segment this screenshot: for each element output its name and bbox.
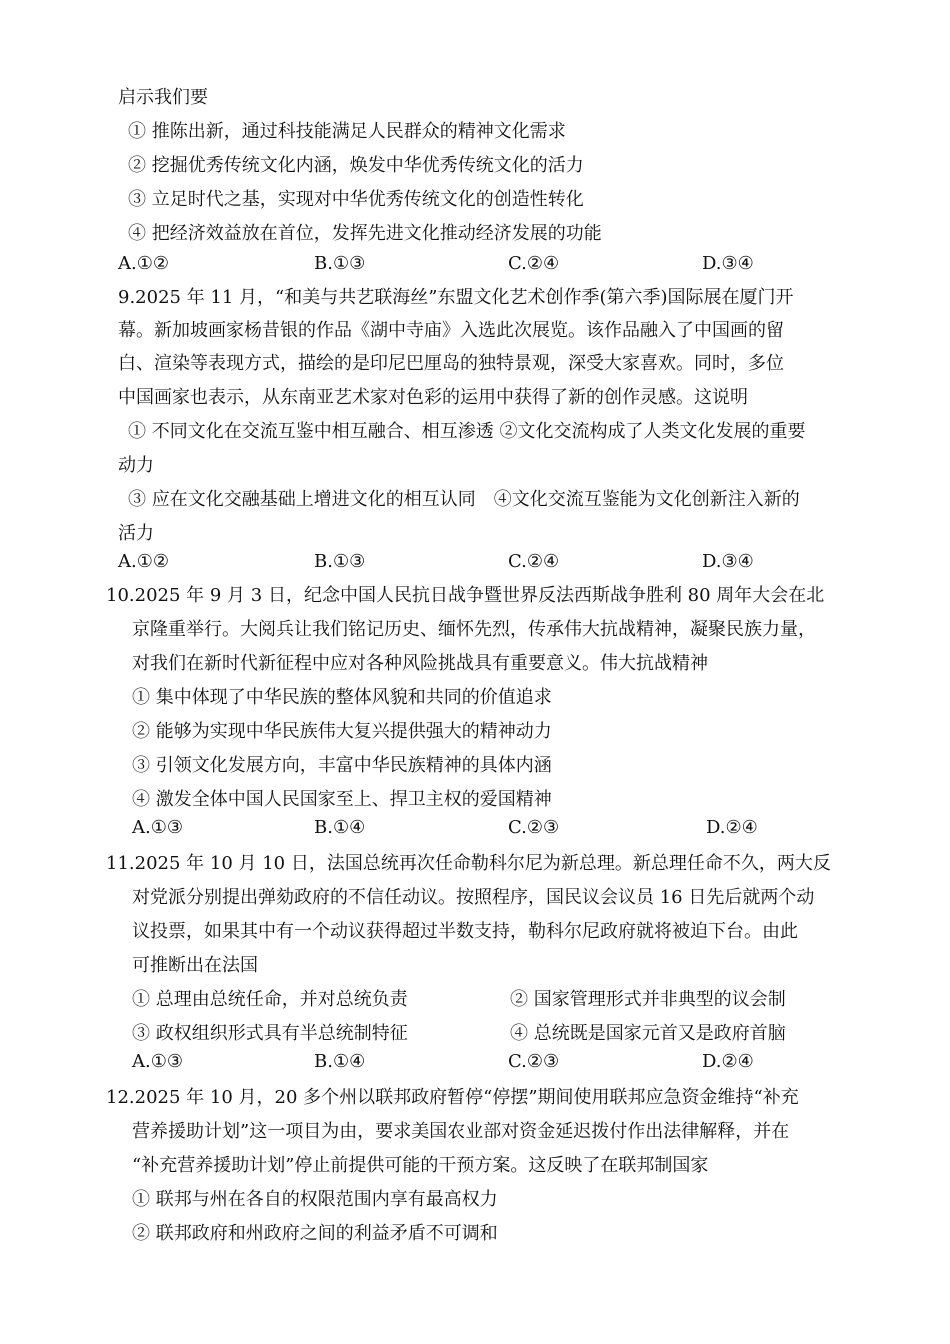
q8-option: ④ 把经济效益放在首位，发挥先进文化推动经济发展的功能 <box>128 223 602 244</box>
q8-option: ① 推陈出新，通过科技能满足人民群众的精神文化需求 <box>128 121 566 142</box>
choice-d: D.③④ <box>702 551 754 572</box>
q9-stem-line: 9.2025 年 11 月，“和美与共艺联海丝”东盟文化艺术创作季(第六季)国际展在厦门开 <box>118 287 794 308</box>
q8-stem-end: 启示我们要 <box>118 87 208 108</box>
choice-a: A.①② <box>118 253 169 274</box>
choice-b: B.①③ <box>314 253 366 274</box>
q12-stem-line: 营养援助计划”这一项目为由，要求美国农业部对资金延迟拨付作出法律解释，并在 <box>132 1121 790 1142</box>
q12-stem-line: “补充营养援助计划”停止前提供可能的干预方案。这反映了在联邦制国家 <box>132 1155 709 1176</box>
q11-stem-line: 11.2025 年 10 月 10 日，法国总统再次任命勒科尔尼为新总理。新总理任命不久，两大反 <box>106 853 831 874</box>
choice-d: D.③④ <box>702 253 754 274</box>
q11-stem-line: 对党派分别提出弹劾政府的不信任动议。按照程序，国民议会议员 16 日先后就两个动 <box>132 887 815 908</box>
q10-option: ② 能够为实现中华民族伟大复兴提供强大的精神动力 <box>132 721 552 742</box>
q9-stem-line: 白、渲染等表现方式，描绘的是印尼巴厘岛的独特景观，深受大家喜欢。同时，多位 <box>118 353 784 374</box>
choice-b: B.①④ <box>314 1051 366 1072</box>
q9-option-cont: 动力 <box>118 455 154 476</box>
choice-b: B.①③ <box>314 551 366 572</box>
choice-c: C.②④ <box>508 253 560 274</box>
q9-option: ③ 应在文化交融基础上增进文化的相互认同 ④文化交流互鉴能为文化创新注入新的 <box>128 489 800 510</box>
q10-choices <box>132 816 892 840</box>
choice-b: B.①④ <box>314 817 366 838</box>
q9-choices <box>118 550 878 574</box>
q8-option: ② 挖掘优秀传统文化内涵，焕发中华优秀传统文化的活力 <box>128 155 584 176</box>
q10-stem-line: 对我们在新时代新征程中应对各种风险挑战具有重要意义。伟大抗战精神 <box>132 653 708 674</box>
q9-stem-line: 幕。新加坡画家杨昔银的作品《湖中寺庙》入选此次展览。该作品融入了中国画的留 <box>118 320 784 341</box>
q9-option-cont: 活力 <box>118 523 154 544</box>
q9-stem-line: 中国画家也表示，从东南亚艺术家对色彩的运用中获得了新的创作灵感。这说明 <box>118 387 748 408</box>
q11-option: ③ 政权组织形式具有半总统制特征 <box>132 1023 408 1044</box>
q11-option: ② 国家管理形式并非典型的议会制 <box>510 989 786 1010</box>
q10-option: ④ 激发全体中国人民国家至上、捍卫主权的爱国精神 <box>132 789 552 810</box>
q10-option: ① 集中体现了中华民族的整体风貌和共同的价值追求 <box>132 687 552 708</box>
choice-d: D.②④ <box>702 1051 754 1072</box>
q12-option: ① 联邦与州在各自的权限范围内享有最高权力 <box>132 1189 498 1210</box>
q11-stem-line: 议投票，如果其中有一个动议获得超过半数支持，勒科尔尼政府就将被迫下台。由此 <box>132 921 798 942</box>
choice-c: C.②③ <box>508 1051 560 1072</box>
q10-stem-line: 京隆重举行。大阅兵让我们铭记历史、缅怀先烈，传承伟大抗战精神，凝聚民族力量， <box>132 619 816 640</box>
choice-a: A.①③ <box>132 1051 183 1072</box>
choice-c: C.②④ <box>508 551 560 572</box>
q11-option: ④ 总统既是国家元首又是政府首脑 <box>510 1023 786 1044</box>
choice-a: A.①② <box>118 551 169 572</box>
choice-a: A.①③ <box>132 817 183 838</box>
q11-stem-line: 可推断出在法国 <box>132 955 258 976</box>
q12-option: ② 联邦政府和州政府之间的利益矛盾不可调和 <box>132 1223 498 1244</box>
q12-stem-line: 12.2025 年 10 月，20 多个州以联邦政府暂停“停摆”期间使用联邦应急资金维持“补充 <box>106 1087 799 1108</box>
q10-stem-line: 10.2025 年 9 月 3 日，纪念中国人民抗日战争暨世界反法西斯战争胜利 80 周年大会在北 <box>106 585 825 606</box>
q10-option: ③ 引领文化发展方向，丰富中华民族精神的具体内涵 <box>132 755 552 776</box>
choice-c: C.②③ <box>508 817 560 838</box>
q8-choices <box>118 252 878 276</box>
q8-option: ③ 立足时代之基，实现对中华优秀传统文化的创造性转化 <box>128 189 584 210</box>
q11-choices <box>132 1050 892 1074</box>
q9-option: ① 不同文化在交流互鉴中相互融合、相互渗透 ②文化交流构成了人类文化发展的重要 <box>128 421 806 442</box>
q11-option: ① 总理由总统任命，并对总统负责 <box>132 989 408 1010</box>
choice-d: D.②④ <box>706 817 758 838</box>
